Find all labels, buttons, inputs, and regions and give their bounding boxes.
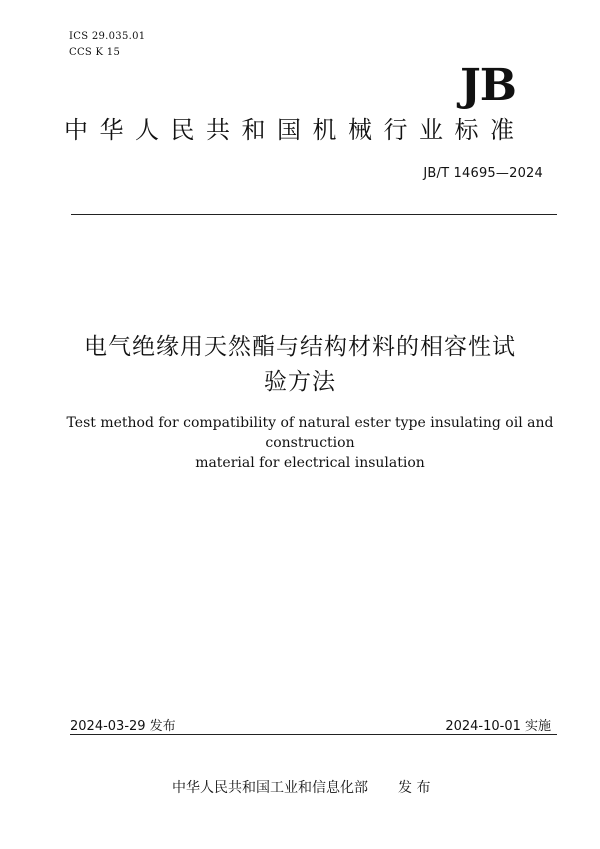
issuer bbox=[172, 777, 430, 797]
standard-type: 中华人民共和国机械行业标准 bbox=[64, 116, 526, 144]
issuer-name: 中华人民共和国工业和信息化部 bbox=[172, 780, 368, 796]
footer-divider bbox=[70, 734, 557, 735]
ccs-code: CCS K 15 bbox=[69, 47, 121, 58]
english-title-line-1: Test method for compatibility of natural ester type insulating oil and construction bbox=[66, 415, 554, 451]
chinese-title bbox=[0, 330, 600, 400]
jb-logo: JB bbox=[459, 60, 516, 111]
english-title bbox=[60, 413, 560, 473]
chinese-title-line-1: 电气绝缘用天然酯与结构材料的相容性试 bbox=[84, 334, 516, 360]
english-title-line-2: material for electrical insulation bbox=[195, 455, 425, 471]
implementation-date: 2024-10-01 实施 bbox=[445, 719, 551, 734]
chinese-title-line-2: 验方法 bbox=[264, 369, 336, 395]
issue-date: 2024-03-29 发布 bbox=[70, 719, 176, 734]
standard-number: JB/T 14695—2024 bbox=[423, 166, 543, 181]
issuer-action: 发 布 bbox=[398, 780, 431, 796]
header-divider bbox=[71, 214, 557, 215]
ics-code: ICS 29.035.01 bbox=[69, 31, 146, 42]
